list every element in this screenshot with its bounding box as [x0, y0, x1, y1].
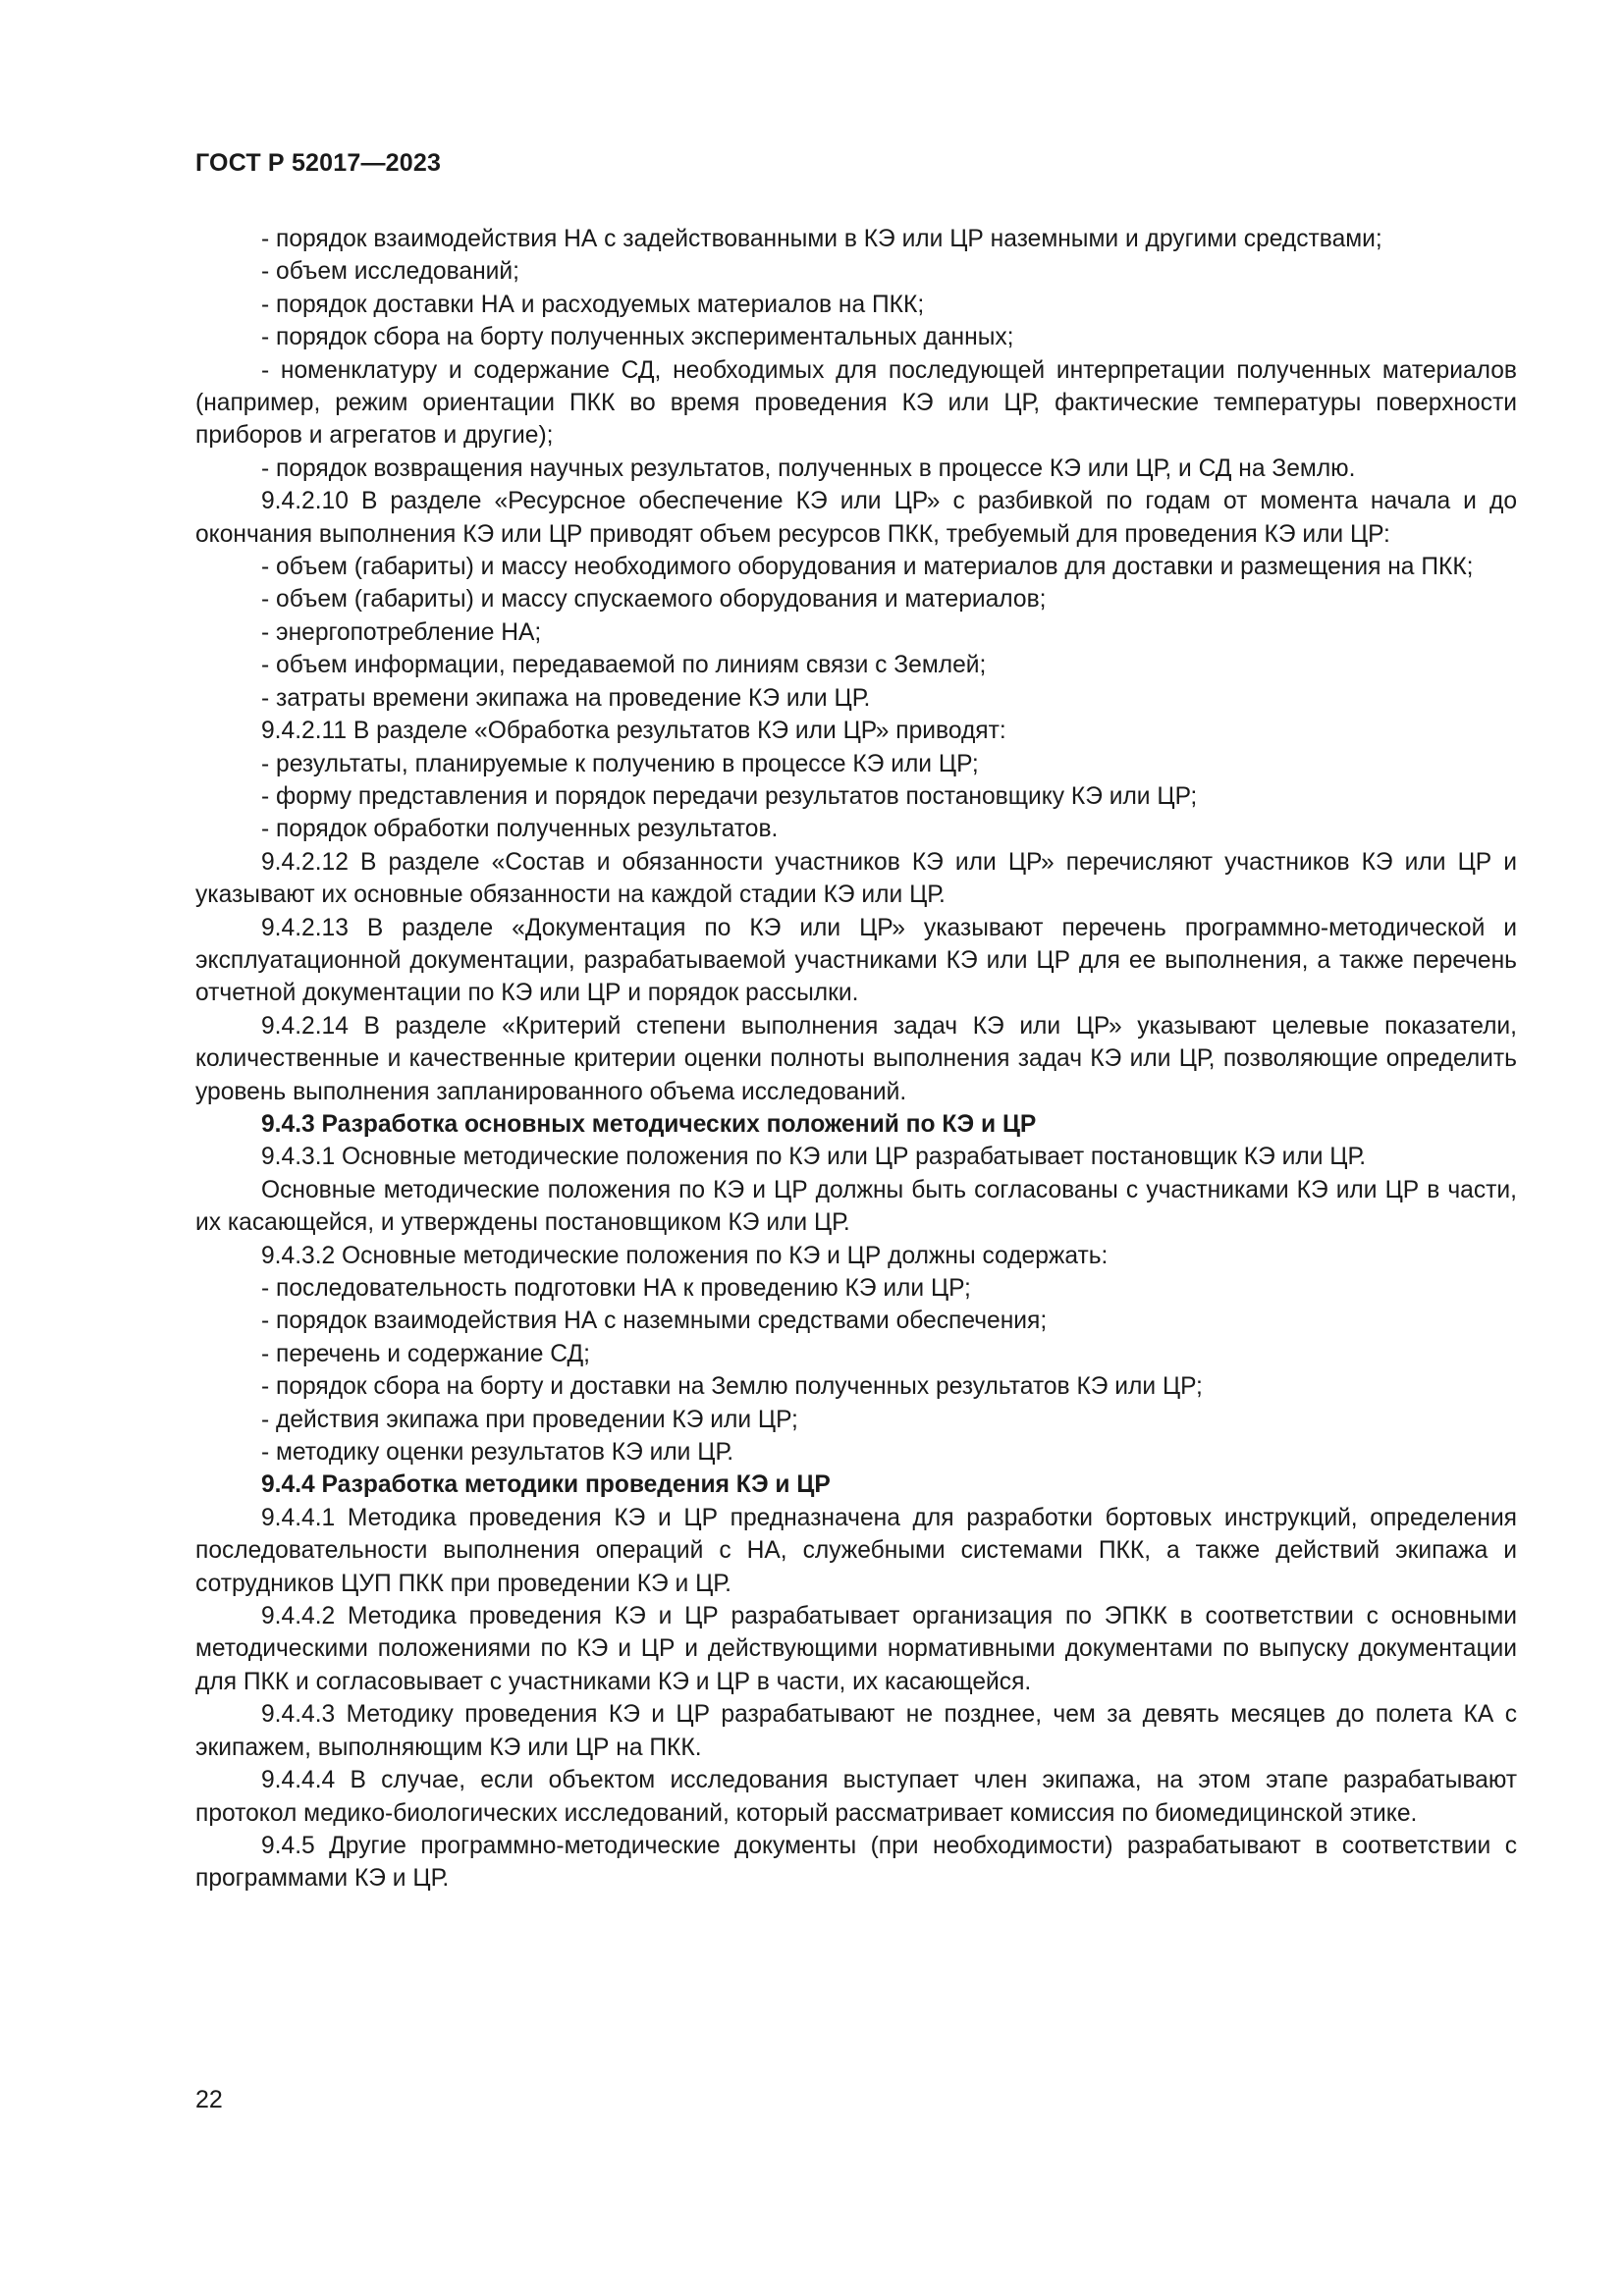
paragraph: 9.4.2.12 В разделе «Состав и обязанности участников КЭ или ЦР» перечисляют участников КЭ или ЦР и указывают их основные обязанности на каждой стадии КЭ или ЦР.: [195, 848, 1517, 909]
paragraph: - порядок взаимодействия НА с задействованными в КЭ или ЦР наземными и другими средствами;: [261, 226, 1382, 252]
paragraph: - объем исследований;: [261, 258, 519, 286]
document-header: ГОСТ Р 52017—2023: [195, 149, 442, 177]
paragraph: 9.4.4.2 Методика проведения КЭ и ЦР разрабатывает организация по ЭПКК в соответствии с основными методическими положениями по КЭ и ЦР и действующими нормативными документами по выпуску документации для ПКК и согласовывает с участниками КЭ и ЦР в части, их касающейся.: [195, 1603, 1517, 1695]
paragraph: - порядок сбора на борту и доставки на Землю полученных результатов КЭ или ЦР;: [261, 1373, 1203, 1401]
paragraph: - форму представления и порядок передачи результатов постановщику КЭ или ЦР;: [261, 782, 1198, 810]
paragraph: 9.4.3.2 Основные методические положения по КЭ и ЦР должны содержать:: [261, 1242, 1109, 1269]
paragraph: 9.4.3.1 Основные методические положения по КЭ или ЦР разрабатывает постановщик КЭ или ЦР.: [261, 1144, 1367, 1171]
paragraph: - порядок доставки НА и расходуемых материалов на ПКК;: [261, 291, 925, 318]
paragraph: - номенклатуру и содержание СД, необходимых для последующей интерпретации полученных материалов (например, режим ориентации ПКК во время проведения КЭ или ЦР, фактические температуры поверхности приборов и агрегатов и другие);: [195, 356, 1517, 450]
paragraph: 9.4.2.11 В разделе «Обработка результатов КЭ или ЦР» приводят:: [261, 718, 1006, 745]
paragraph: - действия экипажа при проведении КЭ или ЦР;: [261, 1406, 798, 1433]
page-number: 22: [195, 2086, 223, 2113]
paragraph: - порядок сбора на борту полученных экспериментальных данных;: [261, 324, 1014, 351]
paragraph: - объем (габариты) и массу необходимого оборудования и материалов для доставки и размещения на ПКК;: [261, 554, 1474, 581]
paragraph: - методику оценки результатов КЭ или ЦР.: [261, 1439, 734, 1467]
paragraph: - объем (габариты) и массу спускаемого оборудования и материалов;: [261, 586, 1047, 614]
paragraph: - порядок обработки полученных результатов.: [261, 816, 779, 843]
paragraph: Основные методические положения по КЭ и ЦР должны быть согласованы с участниками КЭ или ЦР в части, их касающейся, и утверждены постановщиком КЭ или ЦР.: [195, 1176, 1517, 1237]
section-heading: 9.4.4 Разработка методики проведения КЭ и ЦР: [261, 1471, 831, 1499]
paragraph: 9.4.2.10 В разделе «Ресурсное обеспечение КЭ или ЦР» с разбивкой по годам от момента начала и до окончания выполнения КЭ или ЦР приводят объем ресурсов ПКК, требуемый для проведения КЭ или ЦР:: [195, 488, 1517, 548]
document-body: [195, 223, 1517, 1896]
paragraph: - перечень и содержание СД;: [261, 1340, 590, 1367]
paragraph: - порядок возвращения научных результатов, полученных в процессе КЭ или ЦР, и СД на Землю.: [261, 454, 1356, 482]
paragraph: 9.4.5 Другие программно-методические документы (при необходимости) разрабатывают в соответствии с программами КЭ и ЦР.: [195, 1832, 1517, 1893]
paragraph: - порядок взаимодействия НА с наземными средствами обеспечения;: [261, 1308, 1048, 1335]
paragraph: 9.4.4.3 Методику проведения КЭ и ЦР разрабатывают не позднее, чем за девять месяцев до полета КА с экипажем, выполняющим КЭ или ЦР на ПКК.: [195, 1701, 1517, 1761]
paragraph: 9.4.2.14 В разделе «Критерий степени выполнения задач КЭ или ЦР» указывают целевые показатели, количественные и качественные критерии оценки полноты выполнения задач КЭ или ЦР, позволяющие определить уровень выполнения запланированного объема исследований.: [195, 1012, 1517, 1105]
paragraph: - результаты, планируемые к получению в процессе КЭ или ЦР;: [261, 750, 979, 777]
paragraph: 9.4.2.13 В разделе «Документация по КЭ или ЦР» указывают перечень программно-методической и эксплуатационной документации, разрабатываемой участниками КЭ или ЦР для ее выполнения, а также перечень отчетной документации по КЭ или ЦР и порядок рассылки.: [195, 914, 1517, 1007]
paragraph: - затраты времени экипажа на проведение КЭ или ЦР.: [261, 684, 871, 712]
section-heading: 9.4.3 Разработка основных методических положений по КЭ и ЦР: [261, 1110, 1037, 1138]
paragraph: 9.4.4.4 В случае, если объектом исследования выступает член экипажа, на этом этапе разрабатывают протокол медико-биологических исследований, который рассматривает комиссия по биомедицинской этике.: [195, 1767, 1517, 1827]
paragraph: - последовательность подготовки НА к проведению КЭ или ЦР;: [261, 1275, 971, 1302]
paragraph: 9.4.4.1 Методика проведения КЭ и ЦР предназначена для разработки бортовых инструкций, определения последовательности выполнения операций с НА, служебными системами ПКК, а также действий экипажа и сотрудников ЦУП ПКК при проведении КЭ и ЦР.: [195, 1504, 1517, 1597]
paragraph: - энергопотребление НА;: [261, 618, 542, 646]
paragraph: - объем информации, передаваемой по линиям связи с Землей;: [261, 652, 987, 679]
